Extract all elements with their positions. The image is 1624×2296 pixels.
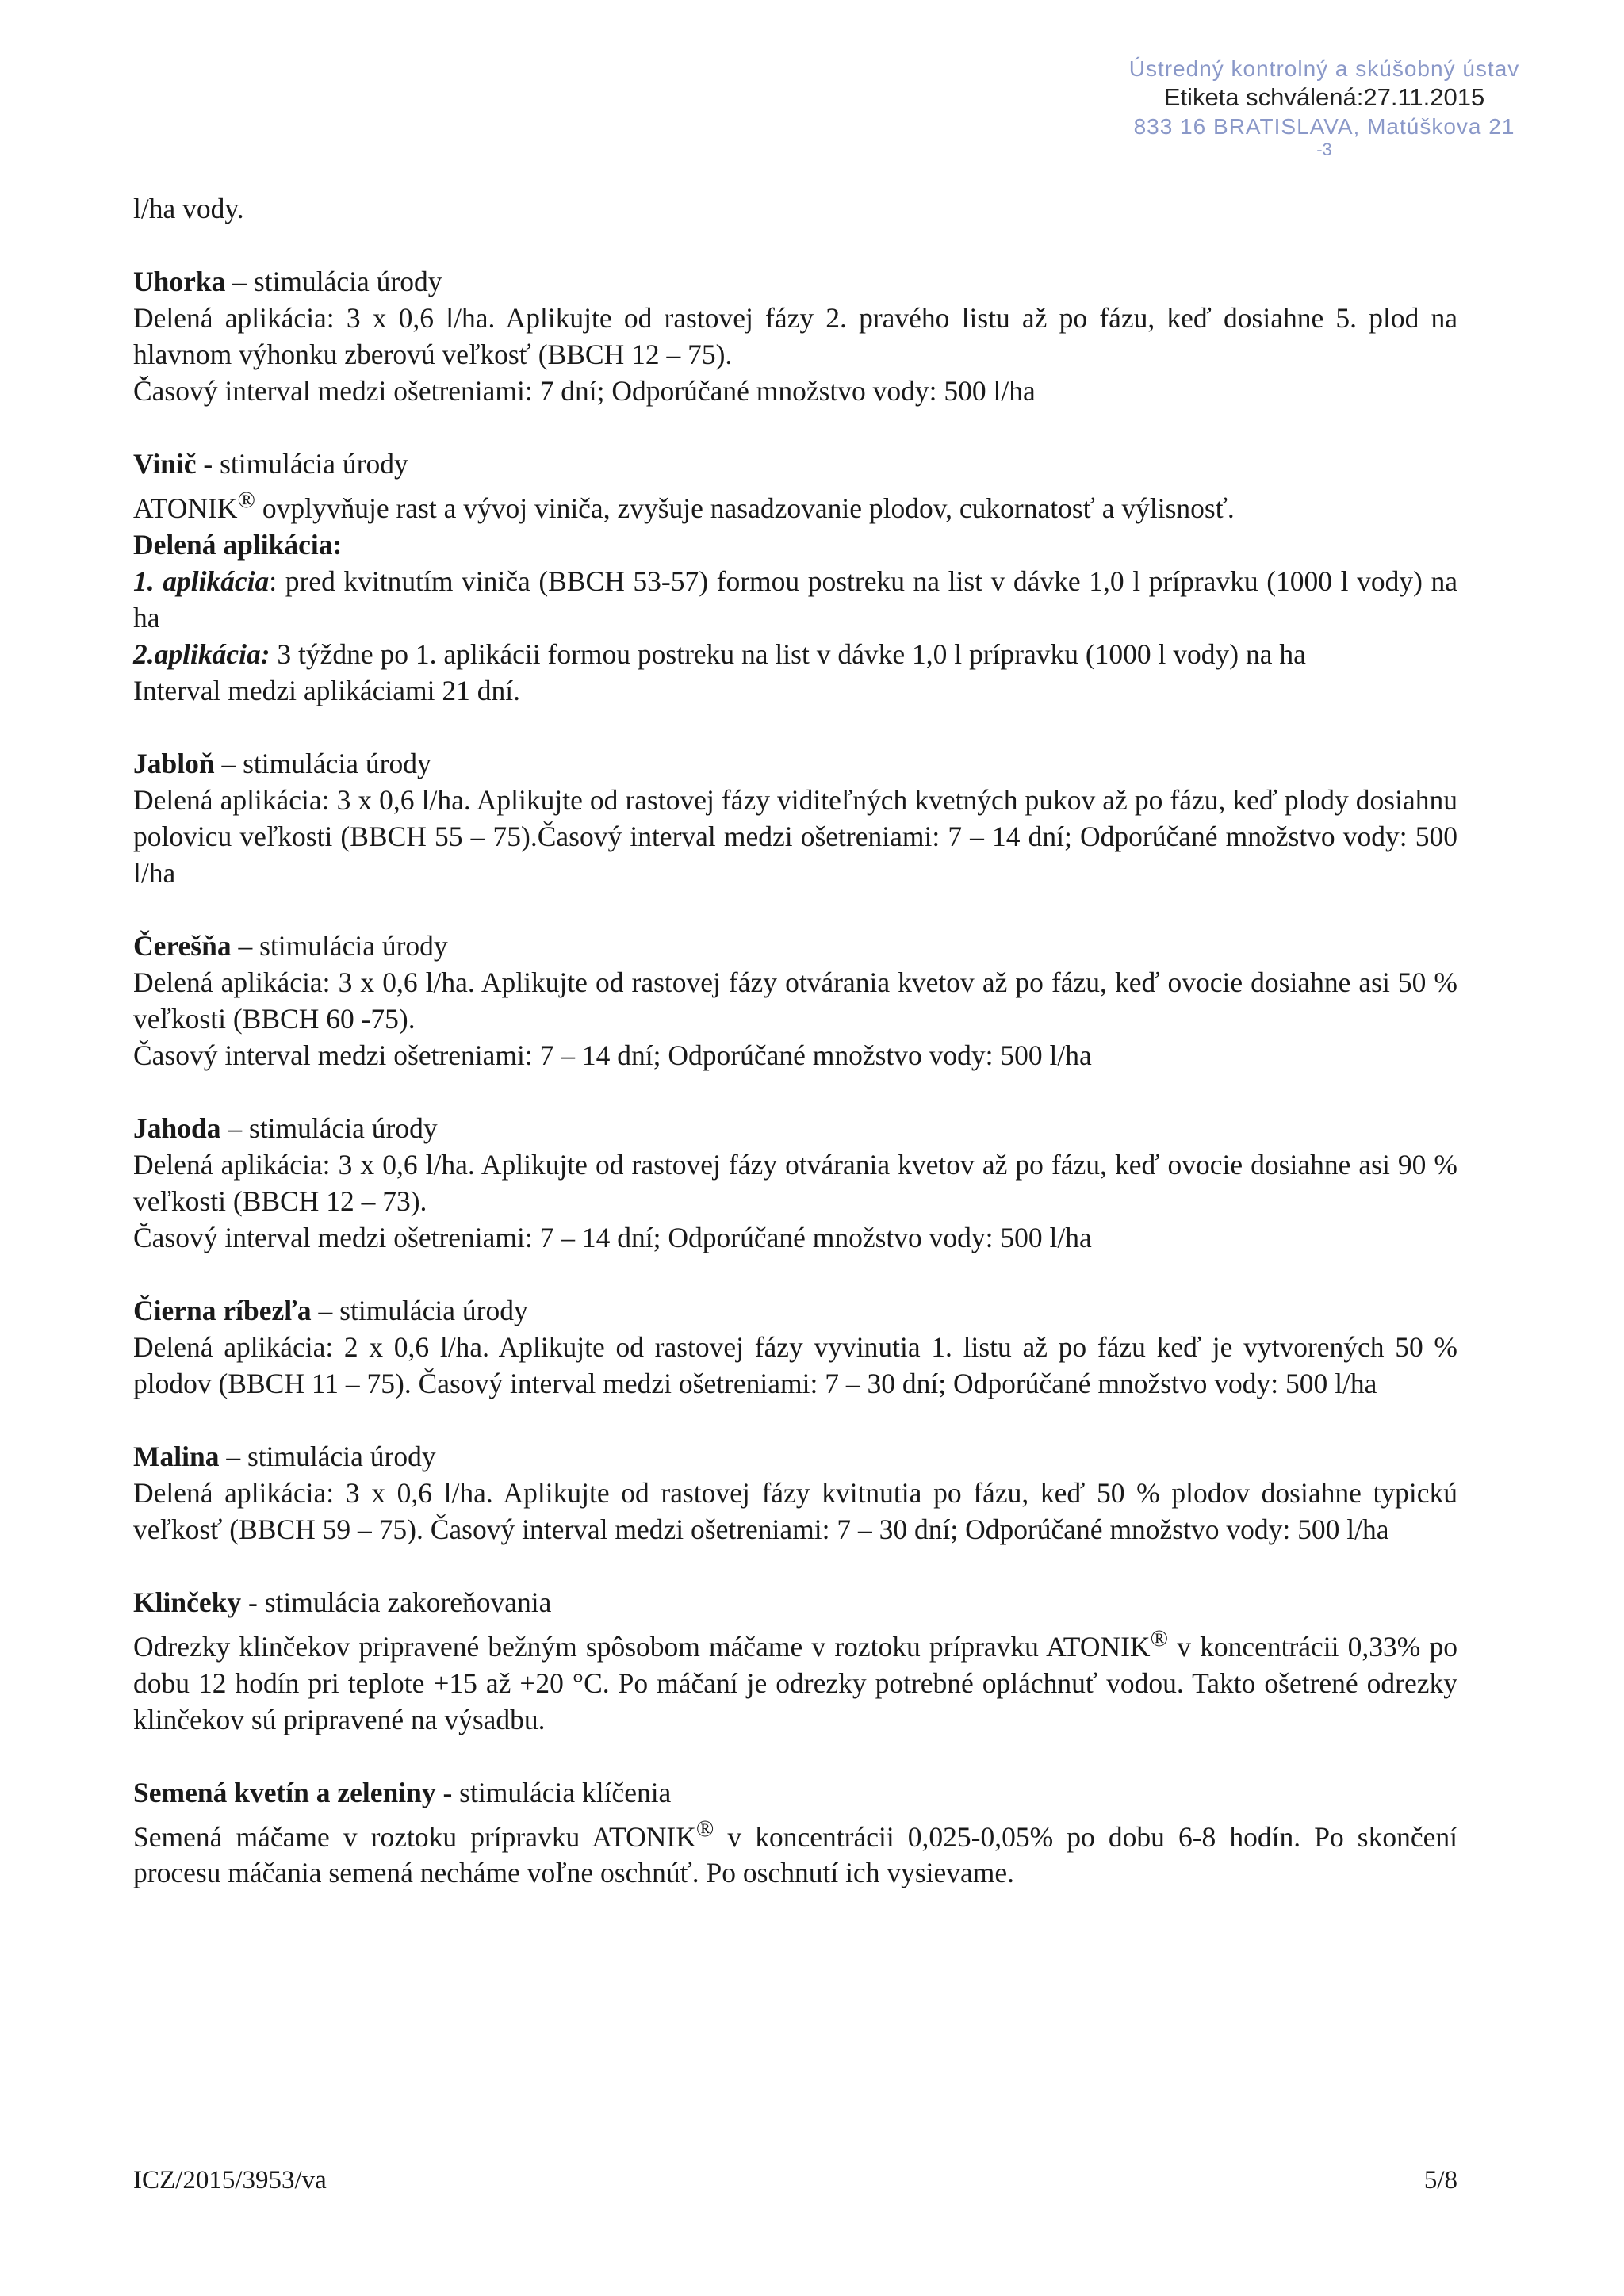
crop-name: Jabloň [133,747,215,779]
approval-stamp [1102,55,1546,161]
crop-purpose: - stimulácia klíčenia [435,1776,672,1808]
crop-purpose: – stimulácia úrody [231,929,448,962]
stamp-mark: -3 [1316,140,1332,160]
section-text: Delená aplikácia: 3 x 0,6 l/ha. Aplikujte od rastovej fázy otvárania kvetov až po fázu, keď ovocie dosiahne asi 90 % veľkosti (BBCH 12 – 73). [133,1148,1457,1217]
section-semena [133,1774,1457,1892]
application-2-text: 3 týždne po 1. aplikácii formou postreku na list v dávke 1,0 l prípravku (1000 l vody) na ha [270,637,1306,670]
crop-purpose: – stimulácia úrody [311,1294,528,1326]
section-ceresna [133,928,1457,1073]
section-text-part: v koncentrácii 0,33% po dobu 12 hodín pri teplote +15 až +20 °C. Po máčaní je odrezky potrebné opláchnuť vodou. Takto ošetrené odrezky klinčekov sú pripravené na výsadbu. [133,1630,1457,1735]
section-text: Delená aplikácia: 3 x 0,6 l/ha. Aplikujte od rastovej fázy otvárania kvetov až po fázu, keď ovocie dosiahne asi 50 % veľkosti (BBCH 60 -75). [133,966,1457,1035]
section-text-part: v koncentrácii 0,025-0,05% po dobu 6-8 hodín. Po skončení procesu máčania semená necháme voľne oschnúť. Po oschnutí ich vysievame. [133,1820,1457,1889]
registered-mark: ® [1150,1625,1169,1651]
split-application-heading: Delená aplikácia: [133,528,343,561]
stamp-approval-date: 27.11.2015 [1363,82,1485,111]
stamp-institute: Ústredný kontrolný a skúšobný ústav [1128,56,1520,81]
registered-mark: ® [237,488,255,513]
section-text [133,1621,1457,1738]
brand-name: ATONIK [133,492,238,524]
crop-purpose: – stimulácia úrody [220,1112,438,1144]
application-1-label: 1. aplikácia [133,564,270,597]
section-text [133,1811,1457,1892]
crop-name: Uhorka [133,266,226,297]
stamp-approval-label: Etiketa schválená: [1163,82,1364,111]
crop-name: Čierna ríbezľa [133,1294,312,1326]
section-text-part: Odrezky klinčekov pripravené bežným spôsobom máčame v roztoku prípravku ATONIK [133,1630,1151,1663]
document-id: ICZ/2015/3953/va [133,2166,327,2195]
crop-purpose: – stimulácia úrody [219,1440,436,1472]
section-heading [133,1438,1457,1475]
section-text: Časový interval medzi ošetreniami: 7 – 14 dní; Odporúčané množstvo vody: 500 l/ha [133,1221,1092,1253]
stamp-address: 833 16 BRATISLAVA, Matúškova 21 [1133,113,1515,139]
application-interval: Interval medzi aplikáciami 21 dní. [133,674,520,706]
crop-name: Vinič [133,448,197,480]
crop-name: Jahoda [133,1112,221,1144]
section-cierna-ribezla [133,1292,1457,1402]
crop-purpose: – stimulácia úrody [225,266,442,297]
section-klinceky [133,1584,1457,1738]
crop-name: Klinčeky [133,1586,242,1618]
stamp-approval [1102,82,1546,112]
crop-name: Malina [133,1440,220,1472]
section-heading [133,1584,1457,1621]
crop-purpose: – stimulácia úrody [214,747,431,779]
section-text: Delená aplikácia: 2 x 0,6 l/ha. Aplikujte od rastovej fázy vyvinutia 1. listu až po fázu keď je vytvorených 50 % plodov (BBCH 11 – 75). Časový interval medzi ošetreniami: 7 – 30 dní; Odporúčané množstvo vody: 500 l/ha [133,1330,1457,1399]
section-heading [133,446,1457,482]
page-number: 5/8 [1423,2166,1457,2195]
crop-name: Čerešňa [133,929,232,962]
brand-description: ovplyvňuje rast a vývoj viniča, zvyšuje nasadzovanie plodov, cukornatosť a výlisnosť. [255,492,1235,524]
section-heading [133,263,1457,300]
section-heading [133,1774,1457,1811]
application-2-label: 2.aplikácia: [133,637,270,670]
section-text: Delená aplikácia: 3 x 0,6 l/ha. Aplikujte od rastovej fázy kvitnutia po fázu, keď 50 % plodov dosiahne typickú veľkosť (BBCH 59 – 75). Časový interval medzi ošetreniami: 7 – 30 dní; Odporúčané množstvo vody: 500 l/ha [133,1476,1457,1545]
section-text [133,482,1457,526]
section-text: Časový interval medzi ošetreniami: 7 dní; Odporúčané množstvo vody: 500 l/ha [133,375,1036,407]
section-heading [133,1292,1457,1329]
registered-mark: ® [695,1816,714,1842]
section-text: Delená aplikácia: 3 x 0,6 l/ha. Aplikujte od rastovej fázy viditeľných kvetných pukov až po fázu, keď plody dosiahnu polovicu veľkosti (BBCH 55 – 75).Časový interval medzi ošetreniami: 7 – 14 dní; Odporúčané množstvo vody: 500 l/ha [133,783,1457,889]
document-body [133,190,1457,1891]
section-text: Delená aplikácia: 3 x 0,6 l/ha. Aplikujte od rastovej fázy 2. pravého listu až po fázu, keď dosiahne 5. plod na hlavnom výhonku zberovú veľkosť (BBCH 12 – 75). [133,302,1457,370]
section-text-part: Semená máčame v roztoku prípravku ATONIK [133,1820,696,1853]
section-vinic [133,446,1457,709]
section-uhorka [133,263,1457,409]
crop-name: Semená kvetín a zeleniny [133,1776,436,1808]
section-heading [133,928,1457,964]
application-2 [133,636,1457,672]
crop-purpose: - stimulácia zakoreňovania [241,1586,552,1618]
section-jablon [133,745,1457,891]
section-heading [133,1110,1457,1146]
section-heading [133,745,1457,782]
section-jahoda [133,1110,1457,1256]
application-1 [133,563,1457,636]
intro-tail: l/ha vody. [133,193,244,224]
section-text: Časový interval medzi ošetreniami: 7 – 14 dní; Odporúčané množstvo vody: 500 l/ha [133,1039,1092,1071]
crop-purpose: - stimulácia úrody [196,448,408,480]
application-1-text: : pred kvitnutím viniča (BBCH 53-57) formou postreku na list v dávke 1,0 l prípravku (1000 l vody) na ha [133,564,1457,633]
section-malina [133,1438,1457,1548]
